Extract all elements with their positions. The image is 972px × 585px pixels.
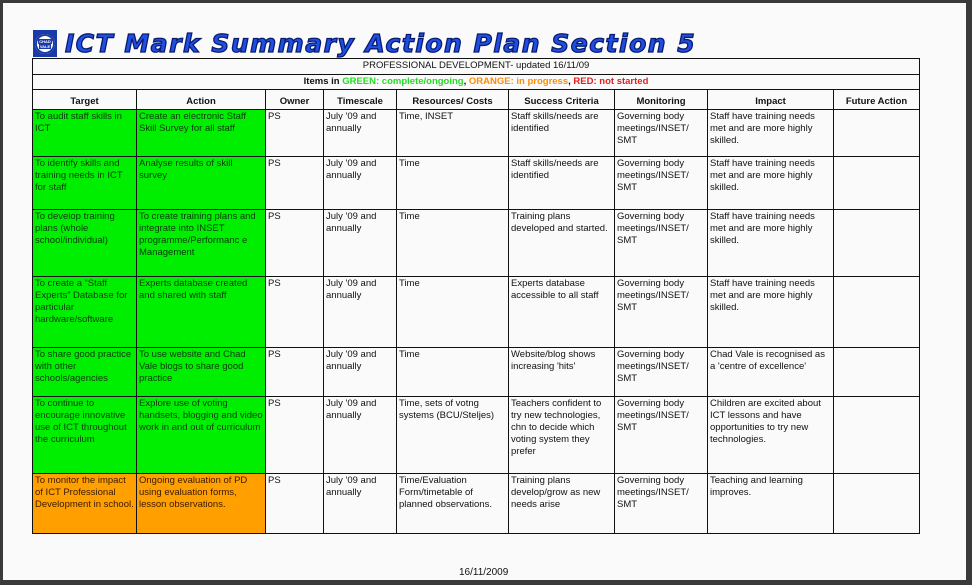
target-cell: To share good practice with other schools/agencies bbox=[33, 348, 137, 397]
legend-separator: , bbox=[568, 76, 574, 87]
owner-cell: PS bbox=[266, 397, 324, 474]
table-row bbox=[33, 474, 920, 534]
target-cell: To identify skills and training needs in ICT for staff bbox=[33, 157, 137, 210]
page-title: ICT Mark Summary Action Plan Section 5 bbox=[65, 29, 697, 58]
owner-cell: PS bbox=[266, 474, 324, 534]
legend-separator: , bbox=[463, 76, 469, 87]
col-header-action: Action bbox=[137, 90, 266, 110]
future-action-cell bbox=[834, 157, 920, 210]
target-cell: To audit staff skills in ICT bbox=[33, 110, 137, 157]
resources-cell: Time, sets of votng systems (BCU/Steljes) bbox=[397, 397, 509, 474]
timescale-cell: July '09 and annually bbox=[324, 157, 397, 210]
success-criteria-cell: Training plans developed and started. bbox=[509, 210, 615, 277]
resources-cell: Time bbox=[397, 157, 509, 210]
col-header-target: Target bbox=[33, 90, 137, 110]
action-plan-table bbox=[32, 58, 920, 534]
monitoring-cell: Governing body meetings/INSET/ SMT bbox=[615, 474, 708, 534]
resources-cell: Time bbox=[397, 348, 509, 397]
status-legend bbox=[33, 75, 920, 90]
monitoring-cell: Governing body meetings/INSET/ SMT bbox=[615, 110, 708, 157]
target-cell: To monitor the impact of ICT Professional Development in school. bbox=[33, 474, 137, 534]
resources-cell: Time/Evaluation Form/timetable of planned observations. bbox=[397, 474, 509, 534]
col-header-monitoring: Monitoring bbox=[615, 90, 708, 110]
impact-cell: Teaching and learning improves. bbox=[708, 474, 834, 534]
col-header-future-action: Future Action bbox=[834, 90, 920, 110]
future-action-cell bbox=[834, 348, 920, 397]
future-action-cell bbox=[834, 277, 920, 348]
resources-cell: Time, INSET bbox=[397, 110, 509, 157]
timescale-cell: July '09 and annually bbox=[324, 110, 397, 157]
col-header-timescale: Timescale bbox=[324, 90, 397, 110]
title-row bbox=[33, 29, 696, 58]
success-criteria-cell: Website/blog shows increasing 'hits' bbox=[509, 348, 615, 397]
timescale-cell: July '09 and annually bbox=[324, 210, 397, 277]
table-header-row bbox=[33, 90, 920, 110]
logo-text-line2: VALE bbox=[39, 43, 51, 49]
chad-vale-school-badge-icon bbox=[33, 30, 57, 57]
table-row bbox=[33, 277, 920, 348]
table-row bbox=[33, 397, 920, 474]
timescale-cell: July '09 and annually bbox=[324, 277, 397, 348]
future-action-cell bbox=[834, 474, 920, 534]
monitoring-cell: Governing body meetings/INSET/ SMT bbox=[615, 397, 708, 474]
action-cell: Analyse results of skill survey bbox=[137, 157, 266, 210]
target-cell: To create a “Staff Experts” Database for particular hardware/software bbox=[33, 277, 137, 348]
col-header-success-criteria: Success Criteria bbox=[509, 90, 615, 110]
monitoring-cell: Governing body meetings/INSET/ SMT bbox=[615, 348, 708, 397]
footer-date: 16/11/2009 bbox=[459, 567, 509, 578]
owner-cell: PS bbox=[266, 157, 324, 210]
target-cell: To continue to encourage innovative use of ICT throughout the curriculum bbox=[33, 397, 137, 474]
owner-cell: PS bbox=[266, 210, 324, 277]
table-row bbox=[33, 157, 920, 210]
col-header-resources: Resources/ Costs bbox=[397, 90, 509, 110]
action-cell: To use website and Chad Vale blogs to share good practice bbox=[137, 348, 266, 397]
impact-cell: Staff have training needs met and are more highly skilled. bbox=[708, 110, 834, 157]
future-action-cell bbox=[834, 397, 920, 474]
owner-cell: PS bbox=[266, 277, 324, 348]
legend-prefix: Items in bbox=[303, 76, 343, 87]
action-cell: Experts database created and shared with staff bbox=[137, 277, 266, 348]
owner-cell: PS bbox=[266, 348, 324, 397]
timescale-cell: July '09 and annually bbox=[324, 348, 397, 397]
legend-red: RED: not started bbox=[573, 76, 649, 87]
monitoring-cell: Governing body meetings/INSET/ SMT bbox=[615, 157, 708, 210]
success-criteria-cell: Teachers confident to try new technologies, chn to decide which voting system they prefer bbox=[509, 397, 615, 474]
legend-green: GREEN: complete/ongoing bbox=[342, 76, 464, 87]
table-row bbox=[33, 210, 920, 277]
monitoring-cell: Governing body meetings/INSET/ SMT bbox=[615, 277, 708, 348]
success-criteria-cell: Staff skills/needs are identified bbox=[509, 110, 615, 157]
table-row bbox=[33, 348, 920, 397]
resources-cell: Time bbox=[397, 210, 509, 277]
timescale-cell: July '09 and annually bbox=[324, 397, 397, 474]
resources-cell: Time bbox=[397, 277, 509, 348]
document-page bbox=[3, 3, 966, 580]
action-cell: Ongoing evaluation of PD using evaluation forms, lesson observations. bbox=[137, 474, 266, 534]
action-cell: Explore use of voting handsets, blogging and video work in and out of curriculum bbox=[137, 397, 266, 474]
monitoring-cell: Governing body meetings/INSET/ SMT bbox=[615, 210, 708, 277]
impact-cell: Staff have training needs met and are more highly skilled. bbox=[708, 157, 834, 210]
timescale-cell: July '09 and annually bbox=[324, 474, 397, 534]
legend-orange: ORANGE: in progress bbox=[468, 76, 569, 87]
success-criteria-cell: Staff skills/needs are identified bbox=[509, 157, 615, 210]
logo-text-line1: CHAD bbox=[39, 38, 51, 44]
impact-cell: Staff have training needs met and are more highly skilled. bbox=[708, 277, 834, 348]
impact-cell: Children are excited about ICT lessons and have opportunities to try new technologies. bbox=[708, 397, 834, 474]
success-criteria-cell: Training plans develop/grow as new needs arise bbox=[509, 474, 615, 534]
col-header-owner: Owner bbox=[266, 90, 324, 110]
action-cell: Create an electronic Staff Skill Survey for all staff bbox=[137, 110, 266, 157]
col-header-impact: Impact bbox=[708, 90, 834, 110]
future-action-cell bbox=[834, 110, 920, 157]
action-cell: To create training plans and integrate into INSET programme/Performanc e Management bbox=[137, 210, 266, 277]
impact-cell: Chad Vale is recognised as a 'centre of excellence' bbox=[708, 348, 834, 397]
table-row bbox=[33, 110, 920, 157]
section-banner: PROFESSIONAL DEVELOPMENT- updated 16/11/09 bbox=[33, 59, 920, 75]
future-action-cell bbox=[834, 210, 920, 277]
success-criteria-cell: Experts database accessible to all staff bbox=[509, 277, 615, 348]
impact-cell: Staff have training needs met and are more highly skilled. bbox=[708, 210, 834, 277]
target-cell: To develop training plans (whole school/individual) bbox=[33, 210, 137, 277]
owner-cell: PS bbox=[266, 110, 324, 157]
